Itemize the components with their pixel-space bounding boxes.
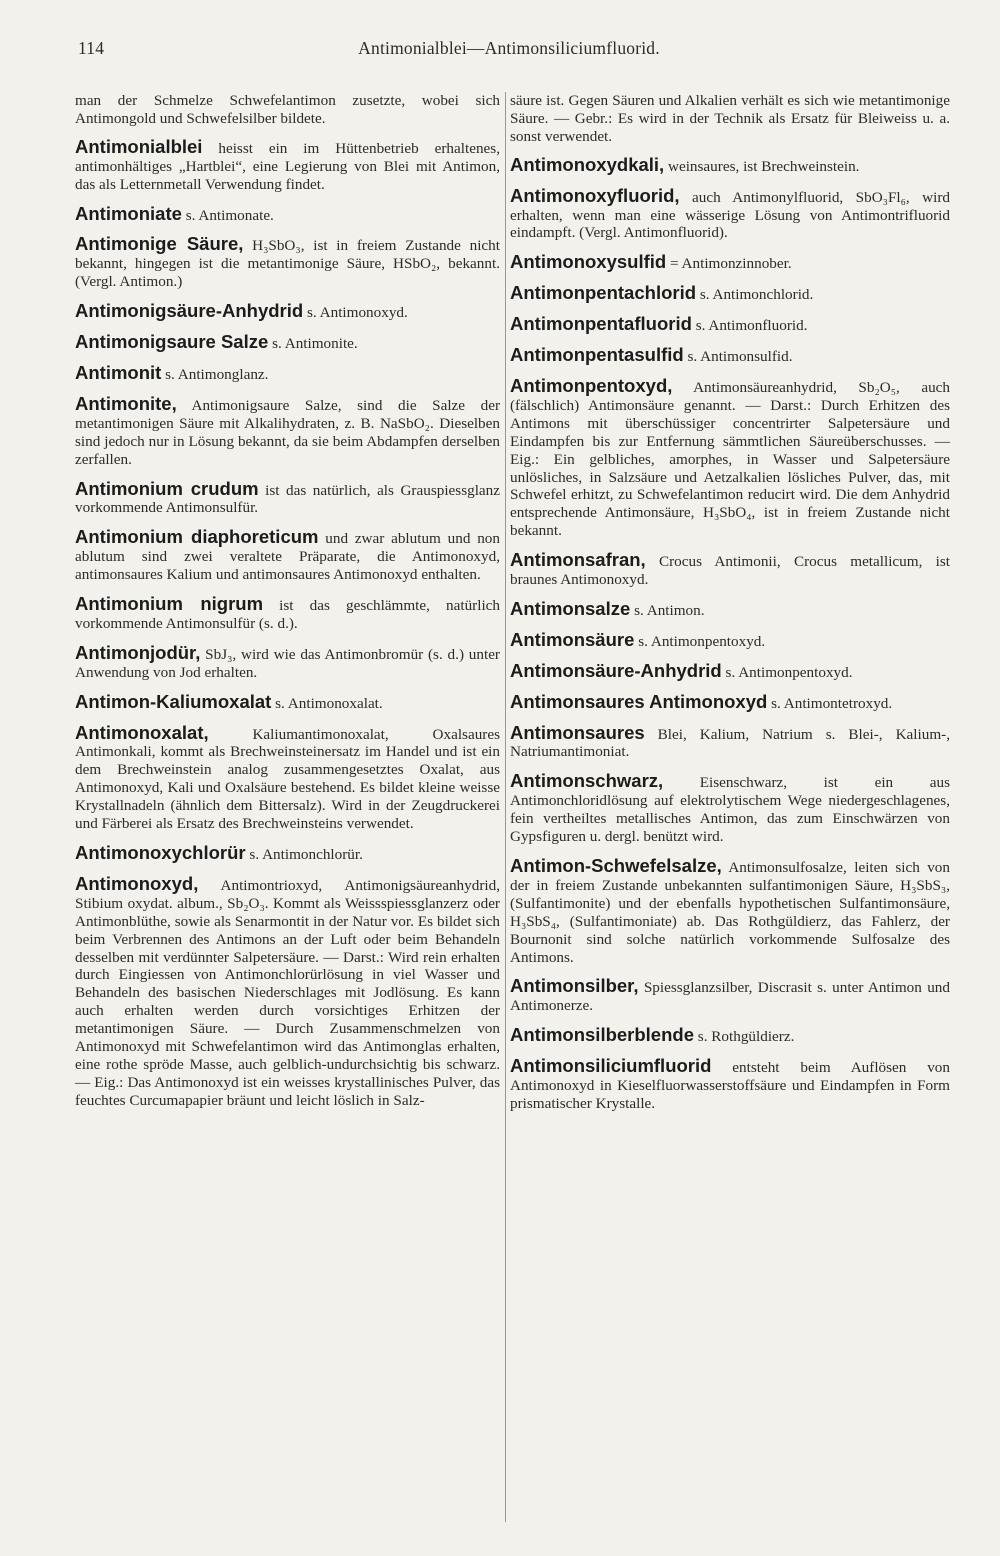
- left-column: [75, 92, 500, 1121]
- dictionary-entry: [75, 477, 500, 518]
- entry-headword: Antimonit: [75, 361, 162, 383]
- entry-text: s. Antimon.: [630, 601, 705, 619]
- dictionary-entry: [510, 374, 950, 540]
- dictionary-entry: [510, 857, 950, 966]
- page-number: 114: [78, 38, 105, 58]
- running-title: Antimonialblei—Antimonsiliciumfluorid.: [358, 38, 660, 58]
- dictionary-entry: [510, 92, 950, 146]
- entry-headword: Antimonsäure-Anhydrid: [510, 659, 722, 681]
- dictionary-entry: [510, 346, 950, 366]
- entry-headword: Antimonite,: [75, 392, 177, 414]
- entry-text: Eisenschwarz, ist ein aus Antimonchloridlösung auf elektrolytischem Wege niedergeschlagenes, fein vertheiltes metallisches Antimon, das zum Einschwärzen von Gypsfiguren u. dergl. benützt wird.: [510, 774, 950, 846]
- entry-text: s. Antimonpentoxyd.: [721, 663, 853, 681]
- entry-text: Spiessglanzsilber, Discrasit s. unter Antimon und Antimonerze.: [510, 979, 950, 1015]
- entry-headword: Antimon-Schwefelsalze,: [510, 855, 722, 876]
- entry-text: Blei, Kalium, Natrium s. Blei-, Kalium-, Natriumantimoniat.: [510, 725, 950, 761]
- dictionary-entry: [75, 721, 500, 833]
- entry-headword: Antimonjodür,: [75, 641, 201, 663]
- entry-text: s. Antimontetroxyd.: [767, 694, 893, 712]
- dictionary-entry: [510, 153, 950, 176]
- dictionary-entry: [510, 977, 950, 1015]
- dictionary-entry: [75, 135, 500, 194]
- dictionary-entry: [510, 772, 950, 846]
- entry-headword: Antimonoxychlorür: [75, 842, 246, 863]
- entry-text: s. Antimonite.: [268, 335, 358, 353]
- page-header: [78, 38, 940, 62]
- entry-text: s. Rothgüldierz.: [694, 1028, 795, 1046]
- entry-headword: Antimonsäure: [510, 628, 635, 650]
- dictionary-entry: [510, 628, 950, 651]
- entry-headword: Antimonigsaure Salze: [75, 331, 269, 353]
- entry-text: entsteht beim Auflösen von Antimonoxyd in Kieselfluorwasserstoffsäure und Eindampfen in Form prismatischer Krystalle.: [510, 1059, 950, 1112]
- entry-text: Antimontrioxyd, Antimonigsäureanhydrid, Stibium oxydat. album., Sb₂O₃. Kommt als Weissspiessglanzerz oder Antimonblüthe, sowie als Senarmontit in der Natur vor. Es bildet sich beim Verbrennen des Antimons an der Luft oder beim Behandeln desselben mit verdünnter Salpetersäure. — Darst.: Wird rein erhalten durch Eingiessen von Antimonchlorürlösung in viel Wasser und Behandeln des basischen Niederschlages mit Jodlösung. Es kann auch erhalten werden durch vorsichtiges Erhitzen der metantimonigen Säure. — Durch Zusammenschmelzen von Antimonoxyd mit Schwefelantimon wird das Antimonglas erhalten, eine rothe spröde Masse, auch gelblich-undurchsichtig bis schwarz. — Eig.: Das Antimonoxyd ist ein weisses krystallinisches Pulver, das feuchtes Curcumapapier bräunt und leicht löslich in Salz-: [75, 876, 500, 1109]
- entry-headword: Antimonsafran,: [510, 549, 646, 571]
- dictionary-entry: [75, 235, 500, 291]
- entry-text: s. Antimonoxalat.: [271, 694, 383, 712]
- entry-headword: Antimonoxyfluorid,: [510, 184, 680, 206]
- entry-text: ist das natürlich, als Grauspiessglanz vorkommende Antimonsulfür.: [75, 481, 500, 517]
- entry-headword: Antimonium diaphoreticum: [75, 526, 319, 548]
- entry-headword: Antimonsalze: [510, 597, 631, 619]
- dictionary-entry: [510, 659, 950, 682]
- entry-text: Antimonigsaure Salze, sind die Salze der metantimonigen Säure mit Alkalihydraten, z. B. NaSbO₂. Dieselben sind jedoch nur in Lösung bekannt, da sie beim Abdampfen derselben zerfallen.: [75, 396, 500, 468]
- entry-text: säure ist. Gegen Säuren und Alkalien verhält es sich wie metantimonige Säure. — Gebr.: Es wird in der Technik als Ersatz für Bleiweiss u. a. sonst verwendet.: [510, 92, 950, 145]
- dictionary-entry: [510, 721, 950, 762]
- dictionary-entry: [510, 690, 950, 713]
- dictionary-entry: [75, 202, 500, 225]
- entry-headword: Antimonsaures: [510, 721, 645, 743]
- dictionary-entry: [75, 392, 500, 469]
- dictionary-entry: [75, 92, 500, 128]
- entry-text: weinsaures, ist Brechweinstein.: [664, 157, 860, 175]
- entry-headword: Antimonoxydkali,: [510, 153, 665, 175]
- dictionary-entry: [510, 184, 950, 243]
- entry-text: heisst ein im Hüttenbetrieb erhaltenes, antimonhältiges „Hartblei“, eine Legierung von Blei mit Antimon, das als Letternmetall Verwendung findet.: [75, 139, 500, 193]
- entry-headword: Antimonige Säure,: [75, 233, 244, 255]
- entry-headword: Antimonpentoxyd,: [510, 374, 673, 396]
- dictionary-entry: [510, 597, 950, 620]
- entry-headword: Antimonsiliciumfluorid: [510, 1055, 712, 1077]
- dictionary-entry: [510, 1026, 950, 1046]
- entry-text: Antimonsäureanhydrid, Sb₂O₅, auch (fälschlich) Antimonsäure genannt. — Darst.: Durch Erhitzen des Antimons mit überschüssiger concentrirter Salpetersäure und Eindampfen bis zur Entfernung sämmtlichen Säureüberschusses. — Eig.: Ein gelbliches, amorphes, in Wasser und Salpetersäure unlösliches, in Salzsäure und Aetzalkalien lösliches Pulver, das, mit Schwefel erhitzt, zu Schwefelantimon reducirt wird. Die dem Anhydrid entsprechende Antimonsäure, H₃SbO₄, ist in freiem Zustande nicht bekannt.: [510, 378, 950, 540]
- entry-text: man der Schmelze Schwefelantimon zusetzte, wobei sich Antimongold und Schwefelsilber bildete.: [75, 92, 500, 127]
- entry-headword: Antimonoxalat,: [75, 721, 209, 743]
- entry-headword: Antimonium crudum: [75, 477, 259, 499]
- entry-headword: Antimonialblei: [75, 135, 203, 157]
- entry-text: auch Antimonylfluorid, SbO₃Fl₆, wird erhalten, wenn man eine wässerige Lösung von Antimontrifluorid eindampft. (Vergl. Antimonfluorid).: [510, 188, 950, 242]
- entry-headword: Antimonium nigrum: [75, 593, 264, 615]
- dictionary-entry: [75, 844, 500, 864]
- entry-headword: Antimonsaures Antimonoxyd: [510, 690, 768, 712]
- right-column: [510, 92, 950, 1124]
- entry-text: Kaliumantimonoxalat, Oxalsaures Antimonkali, kommt als Brechweinsteinersatz im Handel und ist ein dem Brechweinstein analog zusammengesetztes Oxalat, aus Antimonoxyd, Kali und Oxalsäure bestehend. Es bildet kleine weisse Krystallnadeln (ähnlich dem Bittersalz). Wird in der Zeugdruckerei und Färberei als Ersatz des Brechweinsteins verwendet.: [75, 725, 500, 833]
- entry-text: Crocus Antimonii, Crocus metallicum, ist braunes Antimonoxyd.: [510, 553, 950, 589]
- entry-headword: Antimonigsäure-Anhydrid: [75, 300, 304, 322]
- dictionary-entry: [75, 690, 500, 713]
- column-divider: [505, 92, 506, 1522]
- entry-text: s. Antimonate.: [181, 206, 274, 224]
- entry-headword: Antimonsilber,: [510, 975, 639, 997]
- entry-text: und zwar ablutum und non ablutum sind zwei veraltete Präparate, die Antimonoxyd, antimonsaures Kalium und antimonsaures Antimonoxyd enthalten.: [75, 530, 500, 584]
- dictionary-entry: [75, 595, 500, 633]
- dictionary-entry: [75, 872, 500, 1110]
- entry-text: s. Antimonoxyd.: [303, 304, 408, 322]
- entry-text: s. Antimonsulfid.: [683, 348, 793, 366]
- entry-text: H₃SbO₃, ist in freiem Zustande nicht bekannt, hingegen ist die metantimonige Säure, HSbO₂, bekannt. (Vergl. Antimon.): [75, 237, 500, 291]
- entry-text: s. Antimonfluorid.: [691, 317, 808, 335]
- dictionary-entry: [510, 253, 950, 273]
- entry-headword: Antimonschwarz,: [510, 770, 664, 792]
- entry-headword: Antimoniate: [75, 202, 182, 224]
- entry-headword: Antimonpentasulfid: [510, 344, 684, 366]
- entry-text: Antimonsulfosalze, leiten sich von der in freiem Zustande unbekannten sulfantimonigen Säure, H₃SbS₃, (Sulfantimonite) und der ebenfalls hypothetischen Sulfantimonsäure, H₃SbS₄, (Sulfantimoniate) ab. Das Rothgüldierz, das Fahlerz, der Bournonit sind solche natürlich vorkommende Sulfosalze des Antimons.: [510, 859, 950, 966]
- dictionary-entry: [510, 1057, 950, 1113]
- entry-headword: Antimonoxysulfid: [510, 251, 667, 273]
- entry-text: s. Antimonchlorür.: [245, 846, 363, 863]
- entry-text: SbJ₃, wird wie das Antimonbromür (s. d.) unter Anwendung von Jod erhalten.: [75, 645, 500, 681]
- entry-text: = Antimonzinnober.: [666, 255, 792, 273]
- dictionary-entry: [75, 528, 500, 584]
- dictionary-entry: [510, 551, 950, 589]
- entry-headword: Antimon-Kaliumoxalat: [75, 690, 272, 712]
- dictionary-entry: [510, 284, 950, 304]
- entry-text: s. Antimonchlorid.: [696, 286, 814, 304]
- entry-headword: Antimonoxyd,: [75, 872, 199, 894]
- dictionary-entry: [75, 333, 500, 353]
- dictionary-entry: [75, 361, 500, 384]
- entry-text: ist das geschlämmte, natürlich vorkommende Antimonsulfür (s. d.).: [75, 597, 501, 632]
- entry-text: s. Antimonpentoxyd.: [634, 632, 766, 650]
- entry-text: s. Antimonglanz.: [161, 365, 269, 383]
- entry-headword: Antimonpentafluorid: [510, 313, 692, 335]
- dictionary-entry: [75, 641, 500, 682]
- entry-headword: Antimonsilberblende: [510, 1024, 694, 1046]
- entry-headword: Antimonpentachlorid: [510, 282, 697, 304]
- dictionary-entry: [75, 302, 500, 322]
- dictionary-entry: [510, 315, 950, 335]
